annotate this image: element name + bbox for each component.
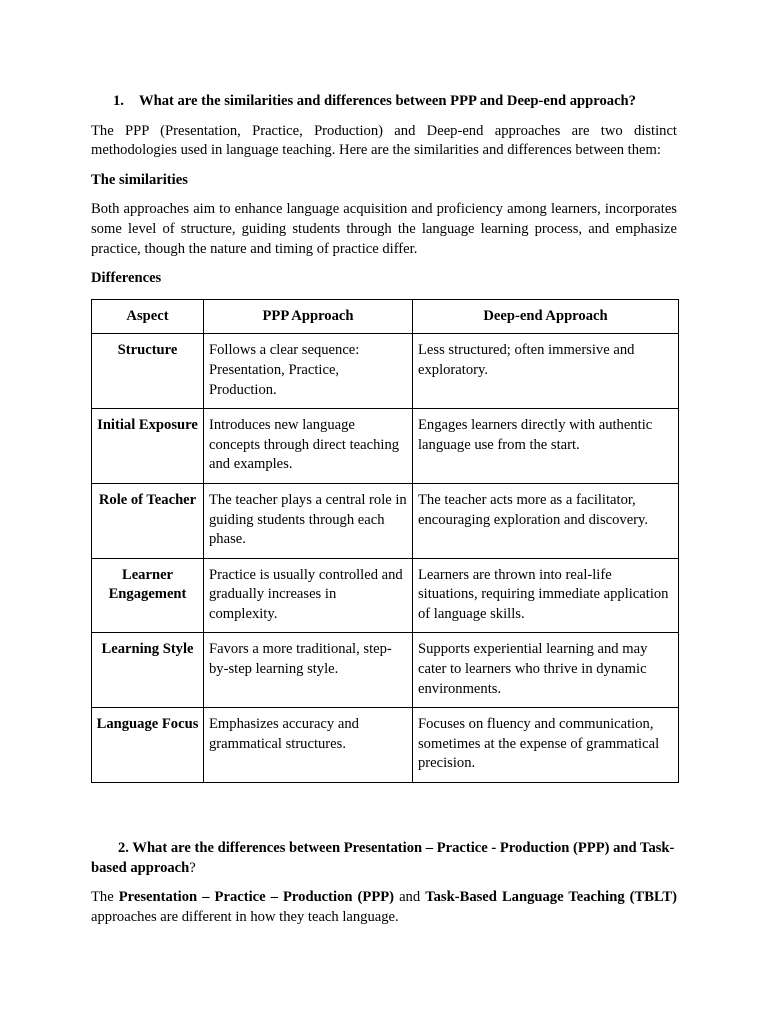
table-header-ppp: PPP Approach [204,299,413,334]
differences-table [91,299,679,783]
table-cell-aspect: Role of Teacher [92,483,204,558]
table-cell-aspect: Language Focus [92,708,204,783]
table-cell-aspect: Learner Engagement [92,558,204,633]
question-1-text: What are the similarities and differences between PPP and Deep-end approach? [139,93,636,109]
table-cell-deep-end: Engages learners directly with authentic language use from the start. [413,409,679,484]
document-page [91,92,677,937]
answer-2-text-2: and [394,889,426,906]
table-header-deep-end: Deep-end Approach [413,299,679,334]
table-row [92,483,679,558]
table-row [92,558,679,633]
question-1-heading [91,92,677,112]
table-cell-aspect: Initial Exposure [92,409,204,484]
table-cell-ppp: Emphasizes accuracy and grammatical structures. [204,708,413,783]
similarities-heading: The similarities [91,171,188,188]
table-row [92,334,679,409]
question-1-number: 1. [113,93,124,109]
table-cell-deep-end: Focuses on fluency and communication, sometimes at the expense of grammatical precision. [413,708,679,783]
question-2-heading [91,839,677,878]
answer-2-tblt-term: Task-Based Language Teaching (TBLT) [425,889,677,906]
differences-heading: Differences [91,270,162,287]
answer-2-ppp-term: Presentation – Practice – Production (PPP) [118,889,395,906]
table-cell-deep-end: Supports experiential learning and may cater to learners who thrive in dynamic environments. [413,633,679,708]
table-cell-deep-end: Learners are thrown into real-life situations, requiring immediate application of language skills. [413,558,679,633]
table-cell-deep-end: The teacher acts more as a facilitator, encouraging exploration and discovery. [413,483,679,558]
table-cell-ppp: Favors a more traditional, step-by-step learning style. [204,633,413,708]
answer-2-text-1: The [91,889,119,906]
table-cell-aspect: Learning Style [92,633,204,708]
question-2-question-mark: ? [189,859,196,876]
table-row [92,633,679,708]
answer-2-paragraph [91,888,677,927]
table-cell-deep-end: Less structured; often immersive and exploratory. [413,334,679,409]
table-cell-ppp: Introduces new language concepts through direct teaching and examples. [204,409,413,484]
table-cell-aspect: Structure [92,334,204,409]
table-cell-ppp: Practice is usually controlled and gradually increases in complexity. [204,558,413,633]
intro-paragraph: The PPP (Presentation, Practice, Production) and Deep-end approaches are two distinct methodologies used in language teaching. Here are the similarities and differences between them: [91,122,677,159]
table-header-row [92,299,679,334]
answer-2-text-3: approaches are different in how they teach language. [91,908,399,925]
similarities-paragraph: Both approaches aim to enhance language acquisition and proficiency among learners, incorporates some level of structure, guiding students through the language learning process, and emphasize practice, though the nature and timing of practice differ. [91,201,677,257]
question-2-text: What are the differences between Presentation – Practice - Production (PPP) and Task-based approach [91,840,675,876]
table-row [92,708,679,783]
table-header-aspect: Aspect [92,299,204,334]
table-cell-ppp: The teacher plays a central role in guiding students through each phase. [204,483,413,558]
table-cell-ppp: Follows a clear sequence: Presentation, Practice, Production. [204,334,413,409]
table-row [92,409,679,484]
question-2-number: 2. [118,840,129,857]
